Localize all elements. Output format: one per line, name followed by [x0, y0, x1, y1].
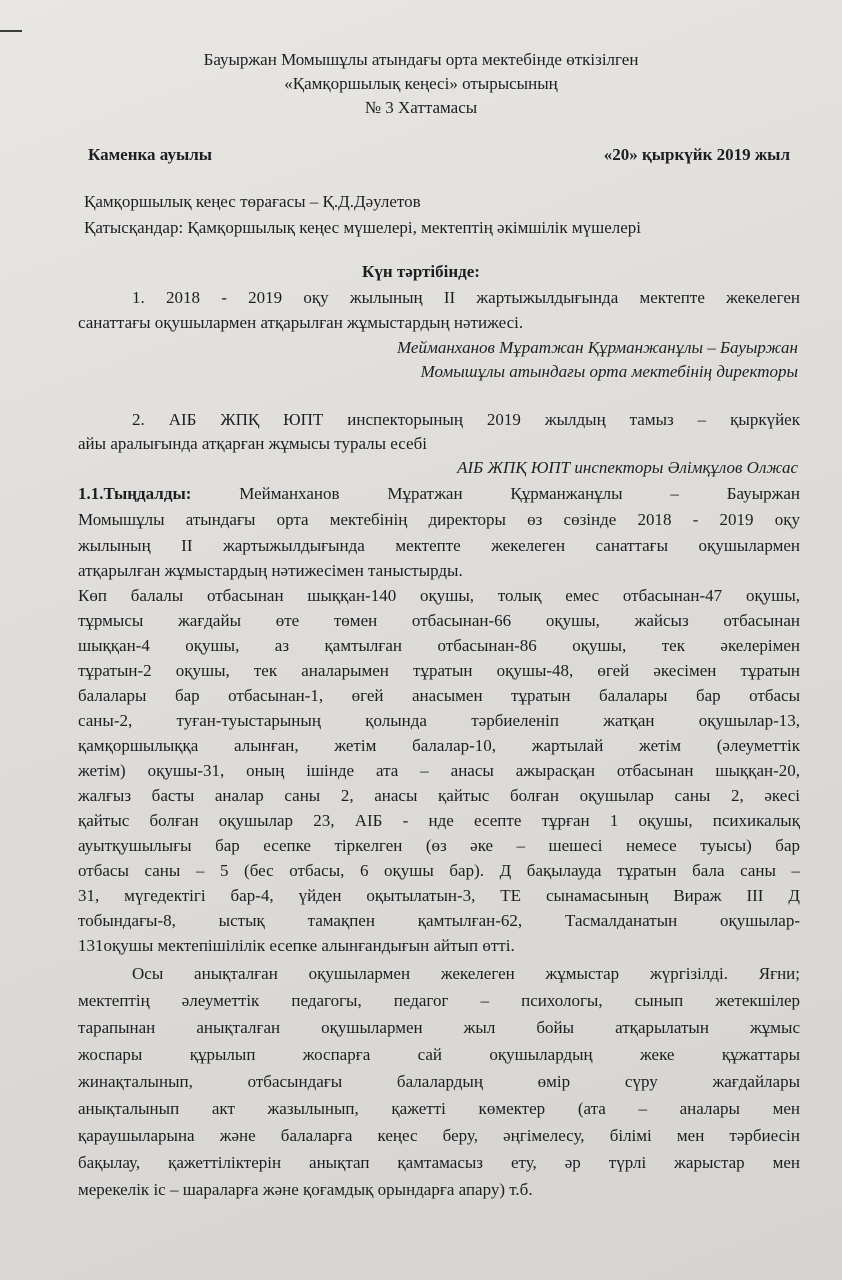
para1-line: қамқоршылыққа алынған, жетім балалар-10, жартылай жетім (әлеуметтік — [78, 736, 800, 755]
section-line-4: атқарылған жұмыстардың нәтижесімен таныстырды. — [78, 561, 463, 580]
para2-line: жинақталынып, отбасындағы балалардың өмір сүру жағдайлары — [78, 1072, 800, 1091]
para2-line: мерекелік іс – шараларға және қоғамдық орындарға апару) т.б. — [78, 1180, 533, 1199]
para1-line: саны-2, туған-туыстарының қолында тәрбиеленіп жатқан оқушылар-13, — [78, 711, 800, 730]
para2-line: жоспары құрылып жоспарға сай оқушылардың жеке құжаттары — [78, 1045, 800, 1064]
para2-line: бақылау, қажеттіліктерін анықтап қамтамасыз ету, әр түрлі жарыстар мен — [78, 1153, 800, 1172]
para1-line: шыққан-4 оқушы, аз қамтылған отбасынан-86 оқушы, тек әкелерімен — [78, 636, 800, 655]
section-heard — [78, 484, 800, 504]
para2-line: қараушыларына және балаларға кеңес беру, әңгімелесу, білімі мен тәрбиесін — [78, 1126, 800, 1145]
chair: Қамқоршылық кеңес төрағасы – Қ.Д.Дәулетов — [84, 192, 421, 211]
para2-line: Осы анықталған оқушылармен жекелеген жұмыстар жүргізілді. Яғни; — [132, 964, 800, 983]
para1-line: ауытқушылығы бар есепке тіркелген (өз әке – шешесі немесе туысы) бар — [78, 836, 800, 855]
para1-line: жетім) оқушы-31, оның ішінде ата – анасы ажырасқан отбасынан шыққан-20, — [78, 761, 800, 780]
para1-line: қайтыс болған оқушылар 23, АІБ - нде есепте тұрған 1 оқушы, психикалық — [78, 811, 800, 830]
agenda-2-speaker: АІБ ЖПҚ ЮПТ инспекторы Әлімқұлов Олжас — [457, 458, 798, 477]
section-line-2: Момышұлы атындағы орта мектебінің директоры өз сөзінде 2018 - 2019 оқу — [78, 510, 800, 529]
participants: Қатысқандар: Қамқоршылық кеңес мүшелері, мектептің әкімшілік мүшелері — [84, 218, 641, 237]
agenda-item-1-cont: санаттағы оқушылармен атқарылған жұмыстардың нәтижесі. — [78, 313, 524, 332]
section-line-3: жылының ІІ жартыжылдығында мектепте жекелеген санаттағы оқушылармен — [78, 536, 800, 555]
para1-line: 131оқушы мектепішілілік есепке алынғандығын айтып өтті. — [78, 936, 515, 955]
agenda-item-1: 1. 2018 - 2019 оқу жылының ІІ жартыжылдығында мектепте жекелеген — [132, 288, 800, 307]
agenda-title: Күн тәртібінде: — [362, 262, 480, 281]
para1-line: жалғыз басты аналар саны 2, анасы қайтыс болған оқушылар саны 2, әкесі — [78, 786, 800, 805]
para1-line: тұратын-2 оқушы, тек аналарымен тұратын оқушы-48, өгей әкесімен тұратын — [78, 661, 800, 680]
section-line-1: Мейманханов Мұратжан Құрманжанұлы – Бауыржан — [239, 484, 800, 503]
para2-line: мектептің әлеуметтік педагогы, педагог – психологы, сынып жетекшілер — [78, 991, 800, 1010]
header-line-3: № 3 Хаттамасы — [364, 98, 478, 117]
agenda-1-speaker: Мейманханов Мұратжан Құрманжанұлы – Бауыржан — [397, 338, 798, 357]
agenda-1-speaker-role: Момышұлы атындағы орта мектебінің директоры — [420, 362, 798, 381]
para1-line: балалары бар отбасынан-1, өгей анасымен тұратын балалары бар отбасы — [78, 686, 800, 705]
header-line-2: «Қамқоршылық кеңесі» отырысының — [284, 74, 558, 93]
para1-line: тобындағы-8, ыстық тамақпен қамтылған-62, Тасмалданатын оқушылар- — [78, 911, 800, 930]
para1-line: Көп балалы отбасынан шыққан-140 оқушы, толық емес отбасынан-47 оқушы, — [78, 586, 800, 605]
para1-line: тұрмысы жағдайы өте төмен отбасынан-66 оқушы, жайсыз отбасынан — [78, 611, 800, 630]
edge-mark — [0, 30, 22, 32]
para2-line: тарапынан анықталған оқушылармен жыл бойы атқарылатын жұмыс — [78, 1018, 800, 1037]
header-line-1: Бауыржан Момышұлы атындағы орта мектебінде өткізілген — [203, 50, 639, 69]
date: «20» қыркүйк 2019 жыл — [603, 145, 790, 164]
para2-line: анықталынып акт жазылынып, қажетті көмектер (ата – аналары мен — [78, 1099, 800, 1118]
agenda-item-2-cont: айы аралығында атқарған жұмысы туралы есебі — [78, 434, 427, 453]
section-label: 1.1.Тыңдалды: — [78, 484, 192, 503]
agenda-item-2: 2. АІБ ЖПҚ ЮПТ инспекторының 2019 жылдың тамыз – қыркүйек — [132, 410, 800, 429]
para1-line: 31, мүгедектігі бар-4, үйден оқытылатын-3, ТЕ сынамасының Вираж ІІІ Д — [78, 886, 800, 905]
para1-line: отбасы саны – 5 (бес отбасы, 6 оқушы бар). Д бақылауда тұратын бала саны – — [78, 861, 800, 880]
place: Каменка ауылы — [88, 145, 213, 164]
